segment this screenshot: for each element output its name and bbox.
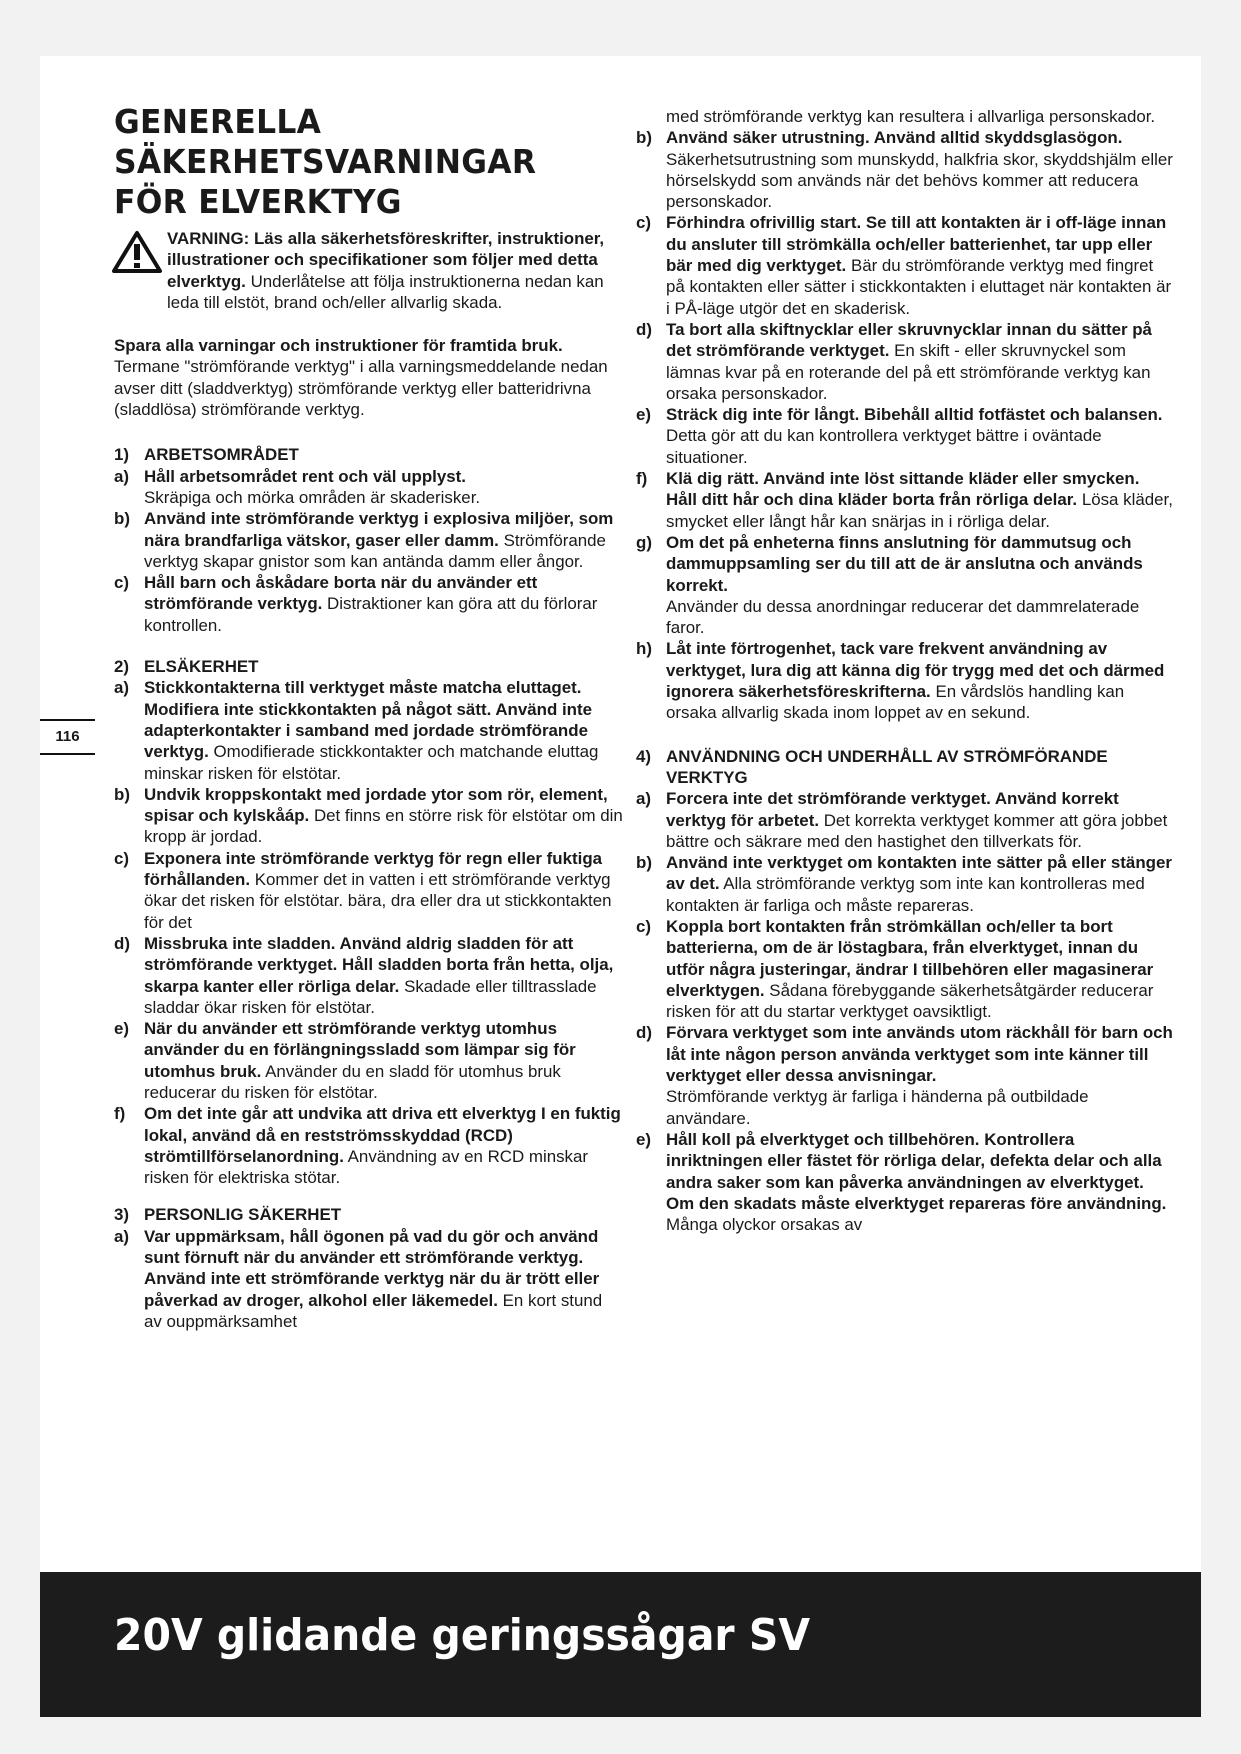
list-item: b) Använd inte strömförande verktyg i explosiva miljöer, som nära brandfarliga vätskor, gaser eller damm. Strömförande verktyg skapar gnistor som kan antända damm eller ångor. [114, 509, 614, 571]
list-item: e) När du använder ett strömförande verktyg utomhus använder du en förlängningssladd som lämpar sig för utomhus bruk. Använder du en sladd för utomhus bruk reducerar du risken för elstötar. [114, 1019, 576, 1102]
list-item: a) Håll arbetsområdet rent och väl upplyst. Skräpiga och mörka områden är skaderisker. [114, 466, 481, 507]
list-item: a) Var uppmärksam, håll ögonen på vad du gör och använd sunt förnuft när du använder ett strömförande verktyg. Använd inte ett strömförande verktyg när du är trött eller påverkad av droger, alkohol eller läkemedel. En kort stund av ouppmärksamhet [114, 1226, 603, 1331]
section-2-heading: 2) ELSÄKERHET [114, 657, 259, 677]
list-item: d) Ta bort alla skiftnycklar eller skruvnycklar innan du sätter på det strömförande verktyget. En skift - eller skruvnyckel som lämnas kvar på en roterande del på ett strömförande verktyg kan orsaka personskador. [636, 319, 1152, 403]
list-item: f) Klä dig rätt. Använd inte löst sittande kläder eller smycken. Håll ditt hår och dina kläder borta från rörliga delar. Lösa kläder, smycket eller långt hår kan snärjas in i rörliga delar. [636, 469, 1173, 531]
page-number: 116 [40, 719, 95, 755]
list-item: c) Håll barn och åskådare borta när du använder ett strömförande verktyg. Distraktioner kan göra att du förlorar kontrollen. [114, 573, 598, 635]
list-item: b) Använd inte verktyget om kontakten inte sätter på eller stänger av det. Alla strömförande verktyg som inte kan kontrolleras med kontakten är farliga och måste repareras. [636, 853, 1172, 915]
section-4-heading: 4) ANVÄNDNING OCH UNDERHÅLL AV STRÖMFÖRANDE VERKTYG [636, 746, 1108, 787]
warning-heading: VARNING: Läs alla säkerhetsföreskrifter, instruktioner, illustrationer och specifikationer som följer med detta elverktyg. [167, 229, 605, 291]
footer-title: 20V glidande geringssågar SV [114, 1610, 811, 1661]
right-column [636, 106, 1174, 1235]
warning-triangle-icon [111, 230, 163, 274]
list-item: c) Exponera inte strömförande verktyg för regn eller fuktiga förhållanden. Kommer det in vatten i ett strömförande verktyg ökar det risken för elstötar. bära, dra eller dra ut stickkontakten för det [114, 848, 612, 932]
list-item: b) Använd säker utrustning. Använd alltid skyddsglasögon. Säkerhetsutrustning som munskydd, halkfria skor, skyddshjälm eller hörselskydd som används när det behövs kommer att reducera personskador. [636, 128, 1173, 212]
left-column [114, 102, 624, 1332]
manual-page [40, 56, 1201, 1572]
section-2-list [114, 677, 624, 1188]
list-item: f) Om det inte går att undvika att driva ett elverktyg I en fuktig lokal, använd då en restströmsskyddad (RCD) strömtillförselanordning. Användning av en RCD minskar risken för elektriska stötar. [114, 1104, 621, 1188]
save-instructions: Spara alla varningar och instruktioner för framtida bruk. Termane "strömförande verktyg" i alla varningsmeddelande nedan avser ditt (sladdverktyg) strömförande verktyg eller batteridrivna (sladdlösa) strömförande verktyg. [114, 336, 608, 420]
section-3-heading: 3) PERSONLIG SÄKERHET [114, 1205, 342, 1225]
page-title: GENERELLA SÄKERHETSVARNINGAR FÖR ELVERKTYG [114, 102, 537, 221]
warning-block [114, 228, 624, 313]
list-item: h) Låt inte förtrogenhet, tack vare frekvent användning av verktyget, lura dig att känna dig för trygg med det och därmed ignorera säkerhetsföreskrifterna. En vårdslös handling kan orsaka allvarlig skada inom loppet av en sekund. [636, 639, 1165, 723]
list-item: c) Förhindra ofrivillig start. Se till att kontakten är i off-läge innan du ansluter till strömkälla och/eller batterienhet, tar upp eller bär med dig verktyget. Bär du strömförande verktyg med fingret på kontakten eller sätter i stickkontakten i eluttaget när kontakten är i PÅ-läge utgör det en skaderisk. [636, 213, 1172, 318]
section-1-heading: 1) ARBETSOMRÅDET [114, 445, 299, 465]
section-3-list [114, 1226, 624, 1332]
list-item: g) Om det på enheterna finns anslutning för dammutsug och dammuppsamling ser du till att de är anslutna och används korrekt. Använder du dessa anordningar reducerar det dammrelaterade faror. [636, 532, 1143, 638]
list-item: d) Förvara verktyget som inte används utom räckhåll för barn och låt inte någon person använda verktyget som inte känner till verktyget eller dessa anvisningar. Strömförande verktyg är farliga i händerna på outbildade användare. [636, 1023, 1173, 1128]
section-4-list [636, 788, 1174, 1235]
warning-text: Underlåtelse att följa instruktionerna nedan kan leda till elstöt, brand och/eller allvarlig skada. [167, 271, 604, 312]
list-item: e) Sträck dig inte för långt. Bibehåll alltid fotfästet och balansen. Detta gör att du kan kontrollera verktyget bättre i oväntade situationer. [636, 405, 1163, 467]
continued-text: med strömförande verktyg kan resultera i allvarliga personskador. [666, 107, 1156, 126]
list-item: c) Koppla bort kontakten från strömkällan och/eller ta bort batterierna, om de är löstagbara, från elverktyget, innan du utför några justeringar, ändrar I tillbehören eller magasinerar elverktygen. Sådana förebyggande säkerhetsåtgärder reducerar risken för att du startar verktyget oavsiktligt. [636, 916, 1154, 1022]
footer-bar [40, 1572, 1201, 1717]
list-item: a) Forcera inte det strömförande verktyget. Använd korrekt verktyg för arbetet. Det korrekta verktyget kommer att göra jobbet bättre och säkrare med den hastighet den tillverkats för. [636, 789, 1168, 851]
section-3-list-cont [636, 127, 1174, 723]
list-item: b) Undvik kroppskontakt med jordade ytor som rör, element, spisar och kylskåáp. Det finns en större risk för elstötar om din kropp är jordad. [114, 784, 623, 847]
section-1-list [114, 466, 624, 636]
list-item: a) Stickkontakterna till verktyget måste matcha eluttaget. Modifiera inte stickkontakten på något sätt. Använd inte adapterkontakter i samband med jordade strömförande verktyg. Omodifierade stickkontakter och matchande eluttag minskar risken för elstötar. [114, 678, 599, 783]
list-item: e) Håll koll på elverktyget och tillbehören. Kontrollera inriktningen eller fästet för rörliga delar, defekta delar och alla andra saker som kan påverka användningen av elverktyget. Om den skadats måste elverktyget repareras före användning. Många olyckor orsakas av [636, 1129, 1167, 1235]
list-item: d) Missbruka inte sladden. Använd aldrig sladden för att strömförande verktyget. Håll sladden borta från hetta, olja, skarpa kanter eller rörliga delar. Skadade eller tilltrasslade sladdar ökar risken för elstötar. [114, 933, 614, 1017]
